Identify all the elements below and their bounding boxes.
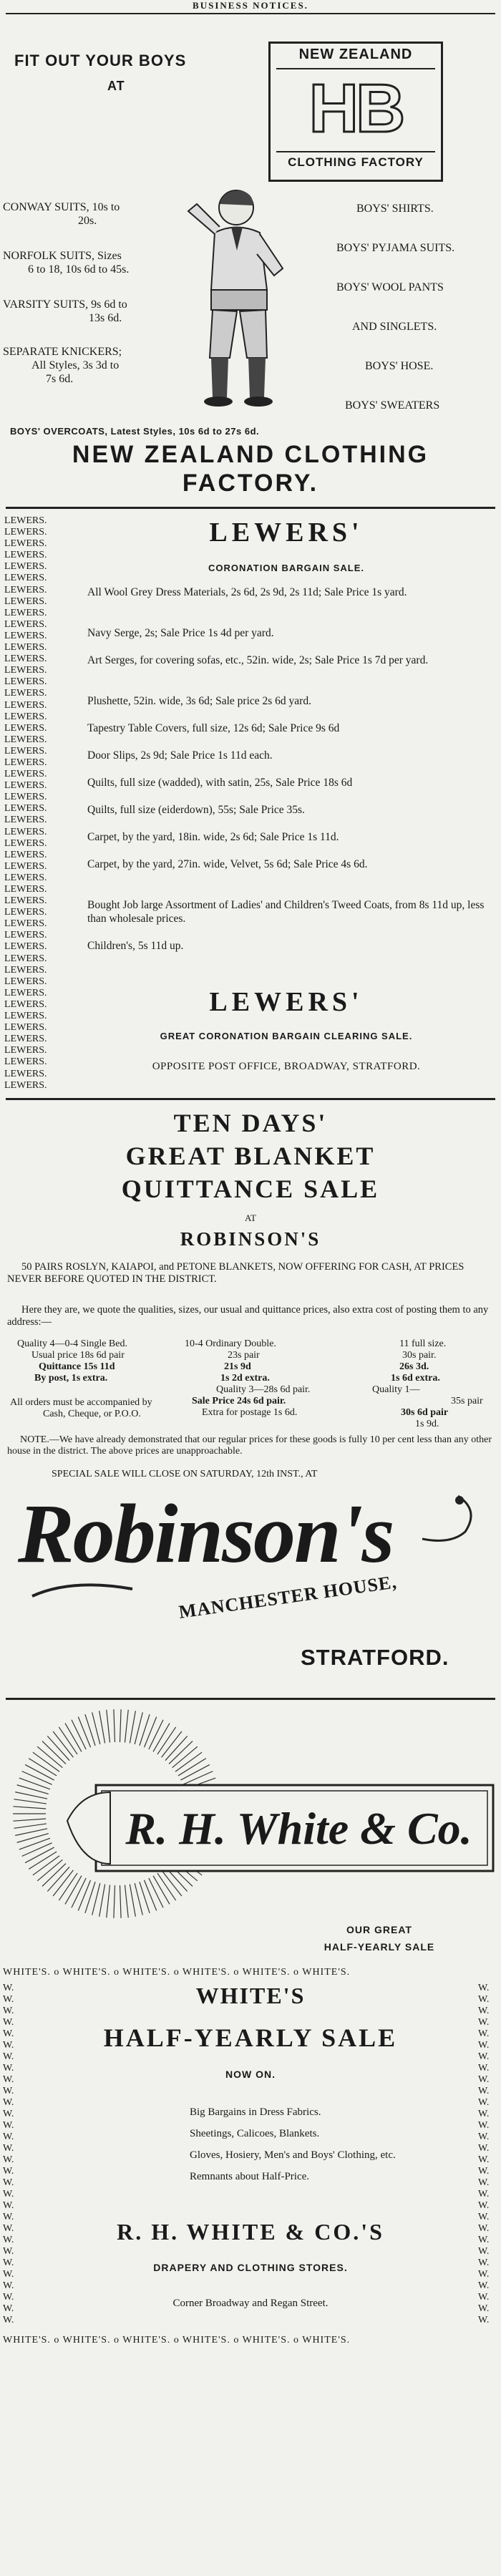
white-title-2: HALF-YEARLY SALE (103, 2023, 398, 2052)
hb-left-text: 7s 6d. (46, 373, 74, 385)
border-word: W. (3, 2200, 14, 2211)
border-word: W. (478, 1994, 490, 2005)
blanket-col-line: Quality 1— (372, 1384, 420, 1395)
lewers-item: Plushette, 52in. wide, 3s 6d; Sale price 2s 6d yard. (87, 695, 311, 707)
blanket-col-line: 11 full size. (399, 1338, 447, 1349)
lewers-item: Bought Job large Assortment of Ladies' and Children's Tweed Coats, from 8s 11d up, less than wholesale prices. (87, 899, 485, 925)
lewers-title-2: LEWERS' (209, 987, 364, 1017)
hb-left-text: 13s 6d. (89, 312, 122, 324)
border-word: LEWERS. (4, 711, 47, 722)
hb-left-text: 20s. (78, 215, 97, 227)
border-word: LEWERS. (4, 826, 47, 837)
lewers-item: Carpet, by the yard, 18in. wide, 2s 6d; Sale Price 1s 11d. (87, 831, 339, 843)
blanket-at: AT (245, 1212, 256, 1223)
white-border-bottom: WHITE'S. o WHITE'S. o WHITE'S. o WHITE'S. o WHITE'S. o WHITE'S. (3, 2335, 351, 2346)
border-word: LEWERS. (4, 907, 47, 918)
white-address: Corner Broadway and Regan Street. (172, 2298, 329, 2309)
border-word: W. (3, 2166, 14, 2177)
border-word: LEWERS. (4, 849, 47, 860)
border-word: W. (478, 2074, 490, 2085)
border-word: W. (478, 2109, 490, 2119)
border-word: W. (3, 2051, 14, 2062)
border-word: W. (3, 2109, 14, 2119)
border-word: LEWERS. (4, 860, 47, 872)
blanket-col-line: 1s 9d. (415, 1419, 439, 1429)
border-word: LEWERS. (4, 676, 47, 688)
hb-left-item (3, 345, 182, 359)
border-word: W. (3, 2235, 14, 2245)
border-word: W. (478, 2006, 490, 2016)
border-word: W. (3, 2017, 14, 2028)
hb-left-text: SEPARATE KNICKERS; (3, 346, 122, 358)
blanket-col-line: Usual price 18s 6d pair (31, 1350, 125, 1361)
border-word: LEWERS. (4, 837, 47, 849)
border-word: LEWERS. (4, 792, 47, 803)
border-word: LEWERS. (4, 803, 47, 815)
boy-illustration (183, 183, 308, 419)
border-word: LEWERS. (4, 515, 47, 526)
hb-left-text: VARSITY SUITS, 9s 6d to (3, 298, 127, 311)
border-word: LEWERS. (4, 872, 47, 883)
border-word: W. (3, 2028, 14, 2039)
border-word: W. (3, 2315, 14, 2325)
border-word: LEWERS. (4, 1068, 47, 1079)
blanket-shop: ROBINSON'S (180, 1228, 321, 1250)
hb-logo-mark: HB (308, 70, 403, 147)
blanket-col-1 (17, 1338, 171, 1384)
border-word: LEWERS. (4, 688, 47, 699)
border-word: W. (3, 2143, 14, 2154)
blanket-col-line: 21s 9d (224, 1361, 251, 1372)
border-word: W. (3, 2292, 14, 2303)
border-word: W. (3, 2097, 14, 2108)
border-word: W. (478, 1983, 490, 1993)
divider (6, 1698, 495, 1700)
hb-left-text: CONWAY SUITS, 10s to (3, 201, 120, 213)
border-word: LEWERS. (4, 734, 47, 745)
border-word: LEWERS. (4, 642, 47, 653)
border-word: LEWERS. (4, 1045, 47, 1056)
section-header: BUSINESS NOTICES. (193, 0, 308, 11)
border-word: W. (3, 2086, 14, 2096)
white-item: Remnants about Half-Price. (190, 2171, 310, 2182)
robinsons-logo-script: Robinson's (18, 1487, 394, 1580)
white-border-top: WHITE'S. o WHITE'S. o WHITE'S. o WHITE'S. o WHITE'S. o WHITE'S. (3, 1967, 351, 1978)
border-word: LEWERS. (4, 769, 47, 780)
hb-right-item: BOYS' HOSE. (365, 360, 434, 372)
border-word: LEWERS. (4, 607, 47, 618)
lewers-address: OPPOSITE POST OFFICE, BROADWAY, STRATFORD. (152, 1061, 421, 1072)
border-word: W. (478, 2017, 490, 2028)
blanket-col-line: 1s 2d extra. (220, 1373, 270, 1384)
border-word: W. (3, 2063, 14, 2074)
border-word: LEWERS. (4, 757, 47, 768)
border-word: W. (478, 2166, 490, 2177)
border-word: W. (478, 2257, 490, 2268)
border-word: LEWERS. (4, 895, 47, 907)
hb-logo-bottom: CLOTHING FACTORY (288, 155, 424, 169)
hb-logo-top: NEW ZEALAND (298, 47, 413, 62)
border-word: LEWERS. (4, 953, 47, 964)
hb-left-text: NORFOLK SUITS, Sizes (3, 250, 122, 262)
blanket-p1: 50 PAIRS ROSLYN, KAIAPOI, and PETONE BLANKETS, NOW OFFERING FOR CASH, AT PRICES NEVER BEFORE QUOTED IN THE DISTRICT. (7, 1261, 464, 1285)
white-stores: DRAPERY AND CLOTHING STORES. (153, 2262, 348, 2273)
hb-footer-title-2: FACTORY. (182, 470, 319, 497)
white-firm: R. H. WHITE & CO.'S (117, 2219, 384, 2245)
border-word: LEWERS. (4, 584, 47, 596)
border-word: LEWERS. (4, 699, 47, 711)
border-word: LEWERS. (4, 815, 47, 826)
blanket-col-line: 1s 6d extra. (391, 1373, 440, 1384)
border-word: W. (3, 2006, 14, 2016)
lewers-item: Navy Serge, 2s; Sale Price 1s 4d per yard. (87, 627, 274, 639)
border-word: W. (478, 2315, 490, 2325)
hb-left-text: All Styles, 3s 3d to (31, 359, 120, 371)
hb-left-item (3, 249, 182, 263)
blanket-col-2 (185, 1338, 349, 1419)
border-word: LEWERS. (4, 573, 47, 584)
blanket-col-line: 23s pair (228, 1350, 260, 1361)
border-word: W. (478, 2143, 490, 2154)
lewers-item: Quilts, full size (wadded), with satin, 25s, Sale Price 18s 6d (87, 777, 353, 789)
white-items (0, 2101, 501, 2187)
border-word: LEWERS. (4, 884, 47, 895)
border-word: W. (3, 1983, 14, 1993)
hb-headline: FIT OUT YOUR BOYS (14, 52, 187, 69)
white-item: Big Bargains in Dress Fabrics. (190, 2106, 321, 2118)
border-word: LEWERS. (4, 1079, 47, 1091)
lewers-items (87, 585, 494, 961)
border-word: W. (478, 2303, 490, 2314)
border-word: LEWERS. (4, 665, 47, 676)
border-word: W. (478, 2177, 490, 2188)
border-word: W. (478, 2292, 490, 2303)
robinsons-town: STRATFORD. (301, 1645, 449, 1670)
border-word: W. (478, 2235, 490, 2245)
hb-right-item: BOYS' SHIRTS. (356, 203, 434, 215)
border-word: W. (478, 2223, 490, 2234)
hb-right-item: AND SINGLETS. (352, 321, 437, 333)
border-word: W. (3, 2246, 14, 2257)
blanket-col-line: Quality 3—28s 6d pair. (216, 1384, 311, 1395)
border-word: W. (3, 2177, 14, 2188)
border-word: W. (478, 2189, 490, 2200)
border-word: LEWERS. (4, 618, 47, 630)
border-word: LEWERS. (4, 561, 47, 573)
blanket-line-3: QUITTANCE SALE (121, 1175, 380, 1203)
border-word: W. (478, 2120, 490, 2131)
border-word: LEWERS. (4, 976, 47, 987)
lewers-item: Art Serges, for covering sofas, etc., 52in. wide, 2s; Sale Price 1s 7d per yard. (87, 654, 429, 666)
blanket-col-line: 30s 6d pair (401, 1407, 449, 1418)
lewers-side-column (4, 515, 62, 1092)
blanket-col-3 (372, 1338, 494, 1430)
border-word: W. (3, 2074, 14, 2085)
border-word: LEWERS. (4, 538, 47, 550)
blanket-orders (10, 1397, 152, 1420)
border-word: LEWERS. (4, 1056, 47, 1068)
white-our-great: OUR GREAT (346, 1924, 412, 1935)
border-word: W. (478, 2132, 490, 2142)
lewers-item: Children's, 5s 11d up. (87, 940, 184, 952)
border-word: W. (3, 2212, 14, 2222)
lewers-item: Carpet, by the yard, 27in. wide, Velvet, 5s 6d; Sale Price 4s 6d. (87, 858, 368, 870)
hb-overcoats: BOYS' OVERCOATS, Latest Styles, 10s 6d to 27s 6d. (10, 426, 260, 437)
white-item: Sheetings, Calicoes, Blankets. (190, 2128, 320, 2139)
blanket-line-1: TEN DAYS' (173, 1109, 328, 1137)
border-word: W. (478, 2212, 490, 2222)
border-word: W. (478, 2246, 490, 2257)
blanket-col-line: 35s pair (451, 1396, 483, 1406)
hb-right-item: BOYS' PYJAMA SUITS. (336, 242, 455, 254)
blanket-line-2: GREAT BLANKET (125, 1142, 376, 1170)
divider (6, 507, 495, 509)
border-word: W. (3, 2257, 14, 2268)
border-word: W. (478, 2040, 490, 2051)
hb-right-item: BOYS' WOOL PANTS (336, 281, 444, 293)
border-word: W. (478, 2051, 490, 2062)
blanket-p2: Here they are, we quote the qualities, sizes, our usual and quittance prices, also extra cost of posting them to any address:— (7, 1304, 489, 1328)
border-word: W. (478, 2280, 490, 2291)
blanket-special: SPECIAL SALE WILL CLOSE ON SATURDAY, 12th INST., AT (52, 1469, 318, 1479)
hb-left-item (3, 263, 182, 276)
hb-left-item (3, 359, 182, 372)
border-word: LEWERS. (4, 918, 47, 930)
lewers-clearing: GREAT CORONATION BARGAIN CLEARING SALE. (160, 1031, 413, 1041)
border-word: LEWERS. (4, 630, 47, 641)
border-word: LEWERS. (4, 1011, 47, 1022)
border-word: W. (3, 2223, 14, 2234)
border-word: LEWERS. (4, 1022, 47, 1034)
blanket-col-line: Extra for postage 1s 6d. (202, 1407, 298, 1418)
white-logo-text: R. H. White & Co. (125, 1803, 472, 1854)
border-word: W. (478, 2063, 490, 2074)
hb-left-item (3, 311, 182, 325)
robinsons-underline-swash (29, 1575, 136, 1603)
hb-logo-rule-2 (276, 151, 435, 152)
lewers-item: Quilts, full size (eiderdown), 55s; Sale Price 35s. (87, 804, 305, 816)
blanket-orders-line: Cash, Cheque, or P.O.O. (43, 1409, 141, 1419)
white-half-yearly-label: HALF-YEARLY SALE (324, 1941, 435, 1953)
blanket-orders-line: All orders must be accompanied by (10, 1397, 152, 1408)
border-word: LEWERS. (4, 964, 47, 976)
hb-at: AT (107, 79, 125, 93)
hb-footer-title-1: NEW ZEALAND CLOTHING (72, 441, 429, 468)
border-word: LEWERS. (4, 653, 47, 665)
border-word: LEWERS. (4, 527, 47, 538)
border-word: W. (3, 1994, 14, 2005)
blanket-col-line: 26s 3d. (399, 1361, 429, 1372)
border-word: W. (3, 2040, 14, 2051)
blanket-col-line: 10-4 Ordinary Double. (185, 1338, 276, 1349)
divider (6, 1098, 495, 1100)
border-word: W. (478, 2200, 490, 2211)
blanket-note: NOTE.—We have already demonstrated that our regular prices for these goods is fully 10 per cent less than any other house in the district. The above prices are unapproachable. (7, 1434, 492, 1457)
hb-left-item (3, 214, 182, 228)
border-word: W. (478, 2086, 490, 2096)
hb-right-item: BOYS' SWEATERS (345, 399, 440, 412)
border-word: W. (478, 2154, 490, 2165)
border-word: W. (3, 2303, 14, 2314)
blanket-col-line: By post, 1s extra. (34, 1373, 108, 1384)
border-word: LEWERS. (4, 745, 47, 757)
lewers-item: Tapestry Table Covers, full size, 12s 6d; Sale Price 9s 6d (87, 722, 340, 734)
hb-left-item (3, 298, 182, 311)
lewers-item: Door Slips, 2s 9d; Sale Price 1s 11d each. (87, 749, 273, 762)
border-word: W. (3, 2132, 14, 2142)
hb-left-list (3, 200, 182, 386)
border-word: LEWERS. (4, 930, 47, 941)
blanket-col-line: Quality 4—0-4 Single Bed. (17, 1338, 127, 1349)
border-word: LEWERS. (4, 987, 47, 998)
hb-left-item (3, 372, 182, 386)
blanket-col-line: Sale Price 24s 6d pair. (192, 1396, 286, 1406)
border-word: W. (3, 2189, 14, 2200)
robinsons-house: MANCHESTER HOUSE, (177, 1571, 399, 1623)
border-word: W. (3, 2269, 14, 2280)
border-word: LEWERS. (4, 998, 47, 1010)
blanket-col-line: 30s pair. (402, 1350, 437, 1361)
border-word: LEWERS. (4, 780, 47, 792)
border-word: W. (478, 2269, 490, 2280)
border-word: W. (478, 2028, 490, 2039)
hb-logo (268, 42, 443, 182)
white-title-1: WHITE'S (195, 1983, 306, 2008)
border-word: W. (3, 2120, 14, 2131)
white-item: Gloves, Hosiery, Men's and Boys' Clothing, etc. (190, 2149, 396, 2161)
border-word: W. (478, 2097, 490, 2108)
hb-left-item (3, 200, 182, 214)
border-word: LEWERS. (4, 550, 47, 561)
border-word: LEWERS. (4, 722, 47, 734)
border-word: LEWERS. (4, 941, 47, 953)
hb-right-list (336, 202, 497, 412)
hb-ad (0, 14, 501, 437)
lewers-title: LEWERS' (209, 517, 364, 548)
border-word: W. (3, 2154, 14, 2165)
blanket-col-line: Quittance 15s 11d (39, 1361, 115, 1372)
hb-left-text: 6 to 18, 10s 6d to 45s. (28, 263, 130, 276)
lewers-subtitle: CORONATION BARGAIN SALE. (208, 563, 365, 573)
border-word: W. (3, 2280, 14, 2291)
white-now-on: NOW ON. (225, 2069, 276, 2080)
border-word: LEWERS. (4, 596, 47, 607)
lewers-item: All Wool Grey Dress Materials, 2s 6d, 2s 9d, 2s 11d; Sale Price 1s yard. (87, 586, 407, 598)
border-word: LEWERS. (4, 1034, 47, 1045)
